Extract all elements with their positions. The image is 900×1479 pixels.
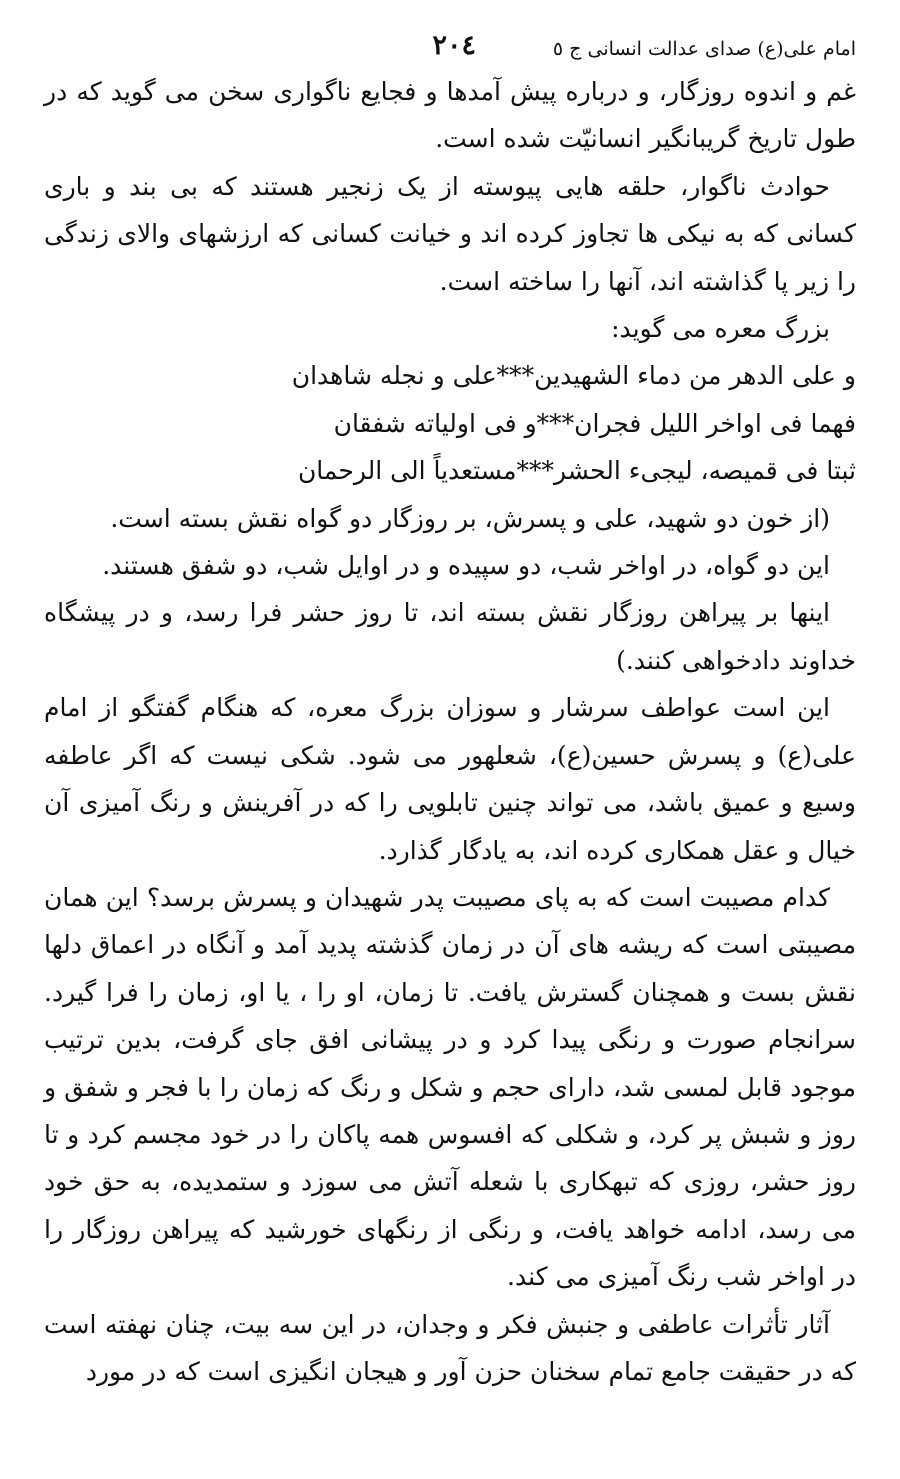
paragraph-effects: آثار تأثرات عاطفی و جنبش فکر و وجدان، در این سه بیت، چنان نهفته است که در حقیقت جامع تمام سخنان حزن آور و هیجان انگیزی است که در مورد xyxy=(44,1309,856,1386)
paragraph-events: حوادث ناگوار، حلقه هایی پیوسته از یک زنجیر هستند که بی بند و باری کسانی که به نیکی ها تجاوز کرده اند و خیانت کسانی که ارزشهای والای زندگی را زیر پا گذاشته اند، آنها را ساخته است. xyxy=(44,171,856,296)
running-title: امام علی(ع) صدای عدالت انسانی ج ٥ xyxy=(552,38,856,60)
page-body xyxy=(44,68,856,1395)
verse-line-2: فهما فی اواخر اللیل فجران***و فی اولیاته شفقان xyxy=(333,408,856,438)
verse-line-1: و علی الدهر من دماء الشهیدین***علی و نجله شاهدان xyxy=(291,361,856,391)
translation-line-1: (از خون دو شهید، علی و پسرش، بر روزگار دو گواه نقش بسته است. xyxy=(110,503,830,533)
verse-line-3: ثبتا فی قمیصه، لیجیء الحشر***مستعدیاً الی الرحمان xyxy=(297,456,856,486)
paragraph-poet-intro: بزرگ معره می گوید: xyxy=(611,314,830,344)
paragraph-emotions: این است عواطف سرشار و سوزان بزرگ معره، که هنگام گفتگو از امام علی(ع) و پسرش حسین(ع)، شعلهور می شود. شکی نیست که اگر عاطفه وسیع و عمیق باشد، می تواند چنین تابلویی را که در آفرینش و رنگ آمیزی آن خیال و عقل همکاری کرده اند، به یادگار گذارد. xyxy=(44,693,856,865)
paragraph-tragedy: کدام مصیبت است که به پای مصیبت پدر شهیدان و پسرش برسد؟ این همان مصیبتی است که ریشه های آن در زمان گذشته پدید آمد و آنگاه در اعماق دلها نقش بست و همچنان گسترش یافت. تا زمان، او را ، یا او، زمان را فرا گیرد. سرانجام صورت و رنگی پیدا کرد و در پیشانی افق جای گرفت، بدین ترتیب موجود قابل لمسی شد، دارای حجم و شکل و رنگ که زمان را با فجر و شفق و روز و شبش پر کرد، و شکلی که افسوس همه پاکان را در خود مجسم کرد و تا روز حشر، روزی که تبهکاری با شعله آتش می سوزد و ستمدیده، به حق خود می رسد، ادامه خواهد یافت، و رنگی از رنگهای خورشید که پیراهن روزگار را در اواخر شب رنگ آمیزی می کند. xyxy=(44,882,856,1292)
translation-line-2: این دو گواه، در اواخر شب، دو سپیده و در اوایل شب، دو شفق هستند. xyxy=(102,551,830,581)
paragraph-continuation: غم و اندوه روزگار، و درباره پیش آمدها و فجایع ناگواری سخن می گوید که در طول تاریخ گریبانگیر انسانیّت شده است. xyxy=(44,77,856,154)
arabic-verses xyxy=(44,352,856,494)
book-page xyxy=(44,30,856,1395)
page-header xyxy=(44,30,856,68)
translation-line-3: اینها بر پیراهن روزگار نقش بسته اند، تا روز حشر فرا رسد، و در پیشگاه خداوند دادخواهی کنند.) xyxy=(44,598,856,675)
page-number: ٢٠٤ xyxy=(432,30,476,61)
verse-translation xyxy=(44,495,856,685)
